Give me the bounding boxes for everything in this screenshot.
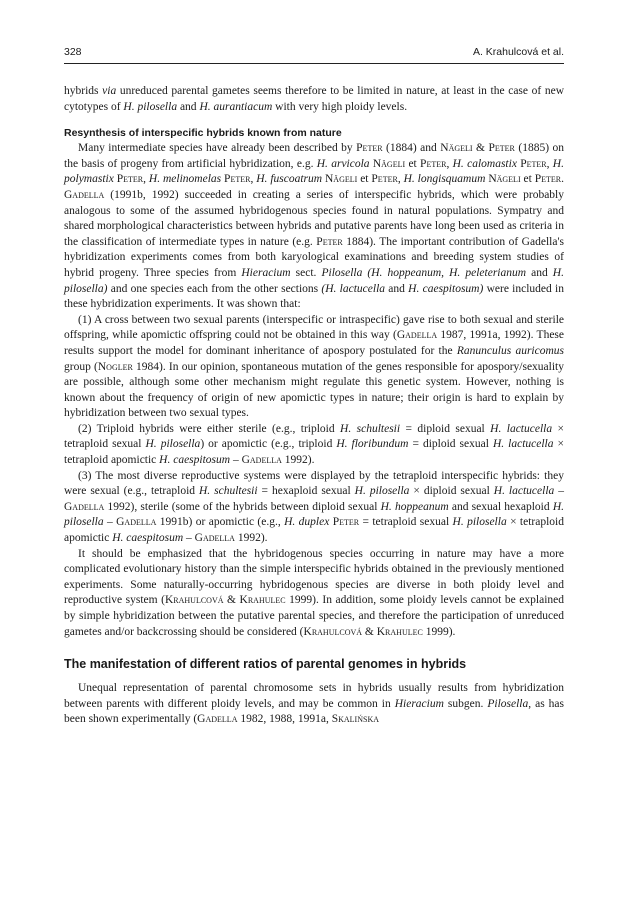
paragraph-unequal-representation: Unequal representation of parental chromosome sets in hybrids usually results from hybridization between parents with different ploidy levels, and may be common in Hieracium subgen. Pilosella, as has been shown experimentally (Gadella 1982, 1988, 1991a, Skalińska <box>64 682 564 726</box>
paragraph-point-1: (1) A cross between two sexual parents (interspecific or intraspecific) gave rise to both sexual and sterile offspring, while apomictic offspring could not be obtained in this way (Gadella 1987, 1991a, 1992). These results support the model for dominant inheritance of apospory postulated for the Ranunculus auricomus group (Nogler 1984). In our opinion, spontaneous mutation of the genes responsible for apospory/sexuality are possible, although some other mechanism might regulate this genetic system. However, nothing is known about the frequency of origin of new apomictic types in nature; their origin is hard to explain by hybridization between two sexual types. <box>64 313 565 420</box>
paragraph-point-2: (2) Triploid hybrids were either sterile (e.g., triploid H. schultesii = diploid sexual H. lactucella × tetraploid sexual H. pilosella) or apomictic (e.g., triploid H. floribundum = diploid sexual H. lactucella × tetraploid apomictic H. caespitosum – Gadella 1992). <box>64 422 565 467</box>
header-rule <box>64 63 564 64</box>
page-number: 328 <box>64 46 82 58</box>
paragraph-continuation: hybrids via unreduced parental gametes seems therefore to be limited in nature, at least in the case of new cytotypes of H. pilosella and H. aurantiacum with very high ploidy levels. <box>64 85 565 113</box>
section-heading-resynthesis: Resynthesis of interspecific hybrids known from nature <box>64 127 342 140</box>
section-heading-parental-genomes: The manifestation of different ratios of parental genomes in hybrids <box>64 657 467 672</box>
paragraph-intermediate-species: Many intermediate species have already been described by Peter (1884) and Nägeli & Peter (1885) on the basis of progeny from artificial hybridization, e.g. H. arvicola Nägeli et Peter, H. calomastix Peter, H. polymastix Peter, H. melinomelas Peter, H. fuscoatrum Nägeli et Peter, H. longisquamum Nägeli et Peter. Gadella (1991b, 1992) succeeded in creating a series of interspecific hybrids, which were probably analogous to some of the assumed hybridogenous species found in natural populations. Sympatry and shared morphological characteristics between hybrids and putative parents have long been used as criteria in the classification of intermediate types in nature (e.g. Peter 1884). The important contribution of Gadella's hybridization experiments comes from both karyological examinations and breeding system studies of hybrid progeny. Three species from Hieracium sect. Pilosella (H. hoppeanum, H. peleterianum and H. pilosella) and one species each from the other sections (H. lactucella and H. caespitosum) were included in these hybridization experiments. It was shown that: <box>64 142 565 311</box>
running-head-authors: A. Krahulcová et al. <box>472 46 564 58</box>
paragraph-point-3: (3) The most diverse reproductive systems were displayed by the tetraploid interspecific hybrids: they were sexual (e.g., tetraploid H. schultesii = hexaploid sexual H. pilosella × diploid sexual H. lactucella – Gadella 1992), sterile (some of the hybrids between diploid sexual H. hoppeanum and sexual hexaploid H. pilosella – Gadella 1991b) or apomictic (e.g., H. duplex Peter = tetraploid sexual H. pilosella × tetraploid apomictic H. caespitosum – Gadella 1992). <box>64 469 565 545</box>
article-body <box>64 84 564 728</box>
paragraph-emphasis: It should be emphasized that the hybridogenous species occurring in nature may have a more complicated evolutionary history than the simple interspecific hybrids obtained in the previously mentioned experiments. Some naturally-occurring hybridogenous species are diverse in both ploidy level and reproductive system (Krahulcová & Krahulec 1999). In addition, some ploidy levels cannot be explained by simple hybridization between the putative parental species, and therefore the participation of unreduced gametes and/or backcrossing should be considered (Krahulcová & Krahulec 1999). <box>64 547 564 638</box>
running-head <box>64 40 564 62</box>
